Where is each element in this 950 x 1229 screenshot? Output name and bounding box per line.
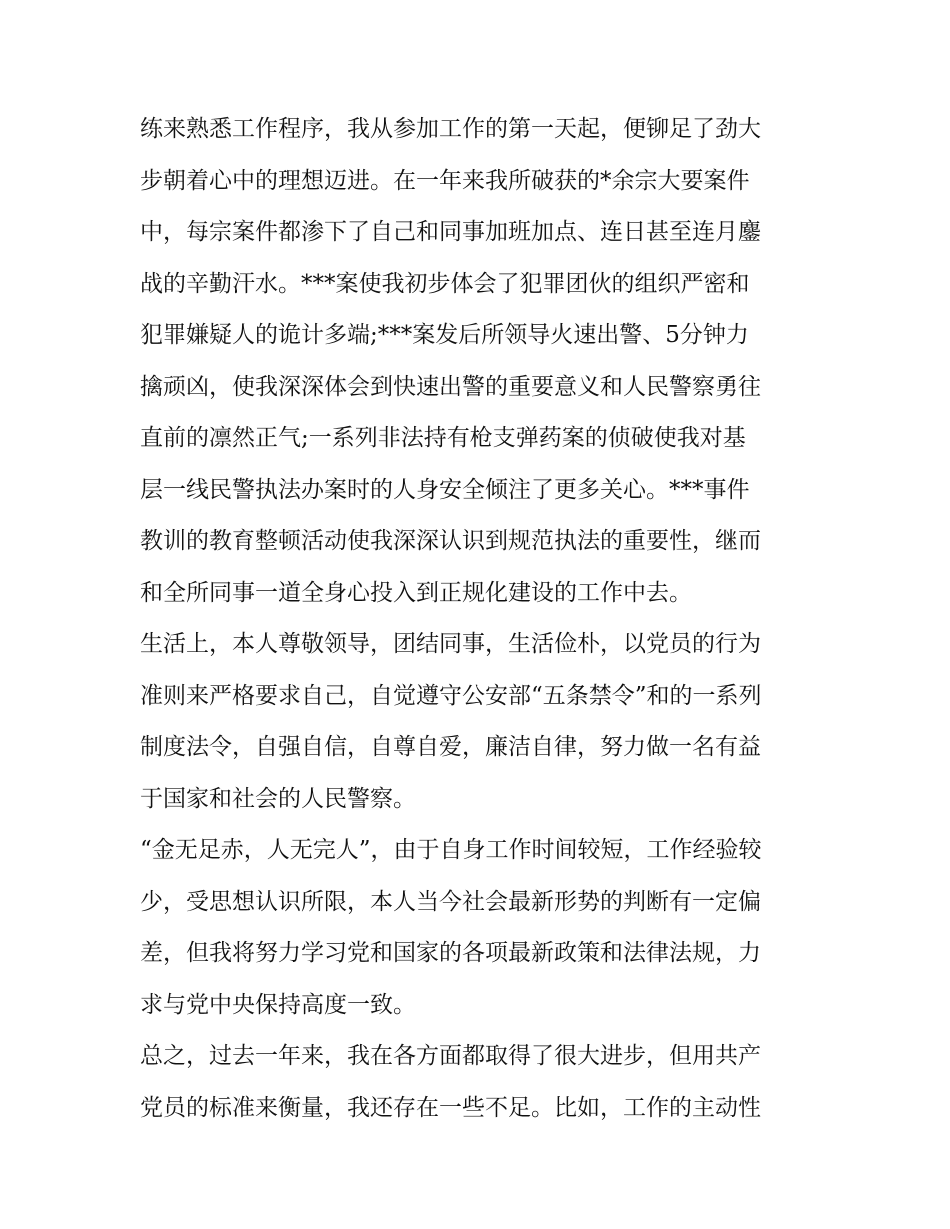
- text-line: 和全所同事一道全身心投入到正规化建设的工作中去。: [140, 579, 692, 606]
- document-body: [140, 104, 830, 1134]
- text-line: 总之，过去一年来，我在各方面都取得了很大进步，但用共产: [140, 1043, 761, 1069]
- text-line: 少，受思想认识所限，本人当今社会最新形势的判断有一定偏: [140, 888, 761, 915]
- text-line: 战的辛勤汗水。***案使我初步体会了犯罪团伙的组织严密和: [140, 270, 750, 297]
- text-line: 直前的凛然正气;一系列非法持有枪支弹药案的侦破使我对基: [140, 425, 746, 451]
- text-line: “金无足赤，人无完人”，由于自身工作时间较短，工作经验较: [140, 837, 762, 863]
- text-line: 擒顽凶，使我深深体会到快速出警的重要意义和人民警察勇往: [140, 373, 761, 400]
- text-line: 差，但我将努力学习党和国家的各项最新政策和法律法规，力: [140, 940, 761, 966]
- text-line: 制度法令，自强自信，自尊自爱，廉洁自律，努力做一名有益: [140, 734, 761, 760]
- text-line: 准则来严格要求自己，自觉遵守公安部“五条禁令”和的一系列: [140, 682, 762, 709]
- text-line: 于国家和社会的人民警察。: [140, 785, 416, 812]
- text-line: 求与党中央保持高度一致。: [140, 991, 416, 1018]
- text-line: 中，每宗案件都渗下了自己和同事加班加点、连日甚至连月鏖: [140, 219, 761, 245]
- text-line: 犯罪嫌疑人的诡计多端;***案发后所领导火速出警、5分钟力: [140, 322, 749, 348]
- text-line: 步朝着心中的理想迈进。在一年来我所破获的*余宗大要案件: [140, 167, 750, 194]
- text-line: 党员的标准来衡量，我还存在一些不足。比如，工作的主动性: [140, 1094, 761, 1121]
- text-line: 生活上，本人尊敬领导，团结同事，生活俭朴，以党员的行为: [140, 631, 761, 657]
- text-line: 教训的教育整顿活动使我深深认识到规范执法的重要性，继而: [140, 528, 761, 554]
- text-line: 练来熟悉工作程序，我从参加工作的第一天起，便铆足了劲大: [140, 116, 761, 142]
- text-line: 层一线民警执法办案时的人身安全倾注了更多关心。***事件: [140, 476, 750, 503]
